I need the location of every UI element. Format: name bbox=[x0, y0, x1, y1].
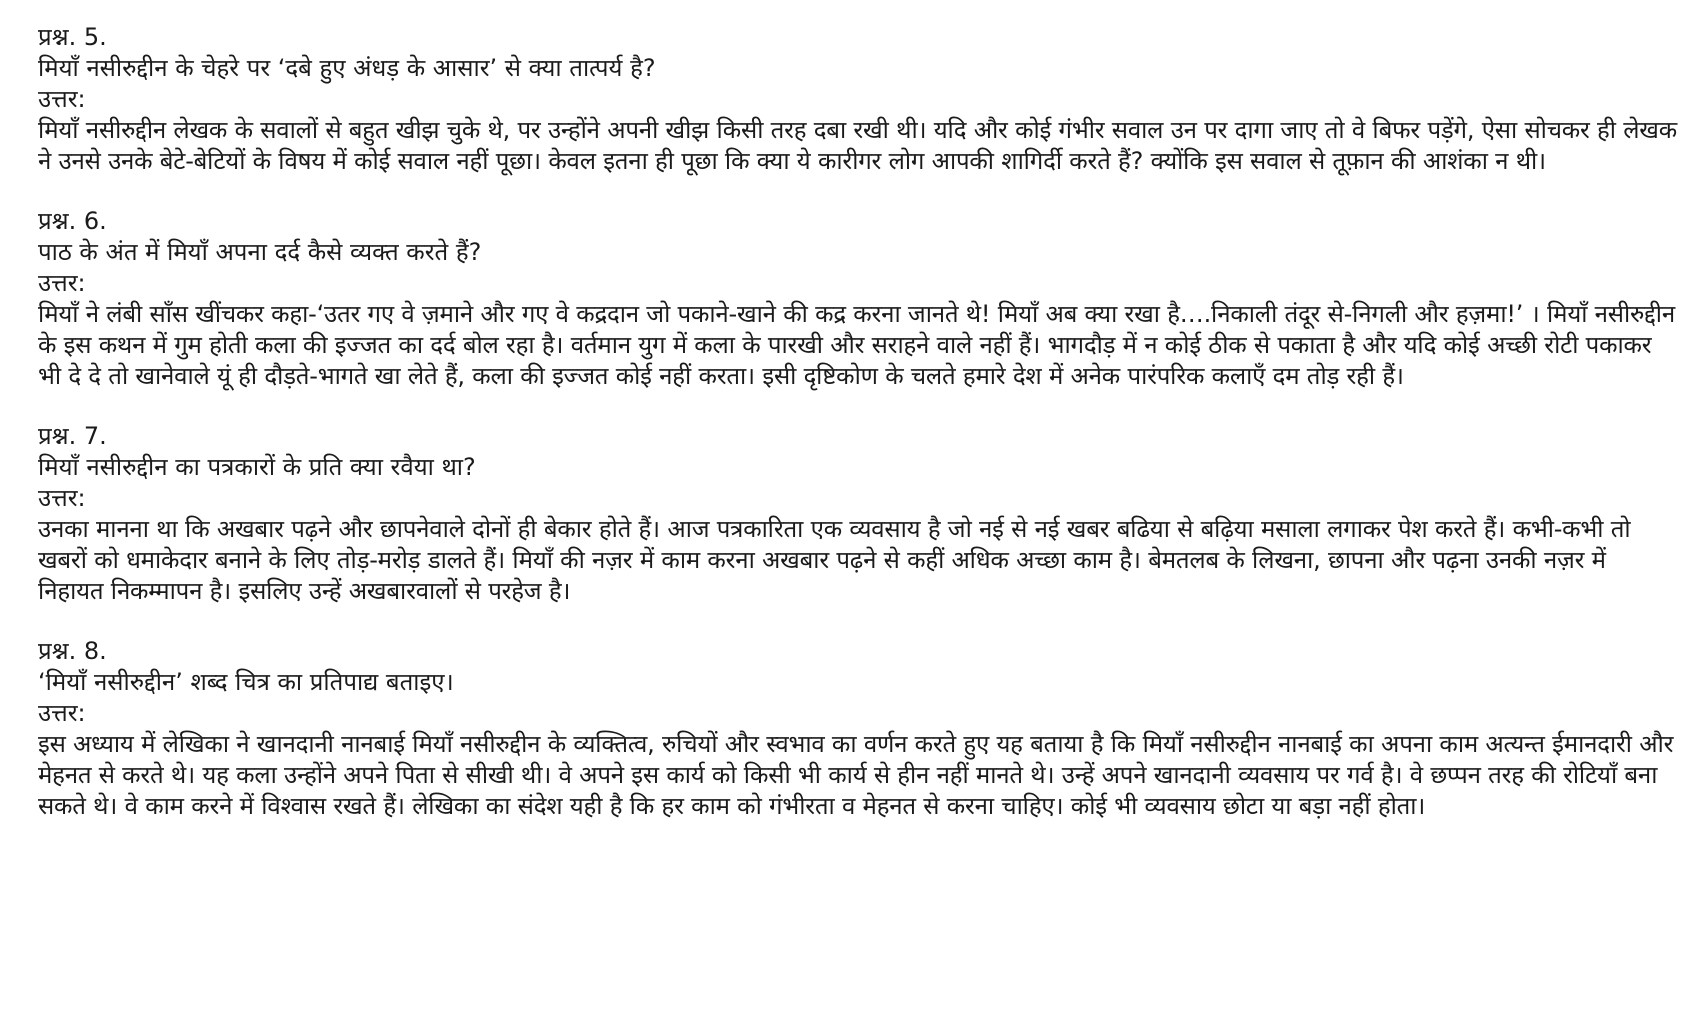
document-page bbox=[38, 22, 1678, 851]
question-block-6 bbox=[38, 206, 1678, 392]
question-number: प्रश्न. 6. bbox=[38, 207, 107, 235]
question-text: मियाँ नसीरुद्दीन के चेहरे पर ‘दबे हुए अंधड़ के आसार’ से क्या तात्पर्य है? bbox=[38, 54, 656, 82]
answer-text: इस अध्याय में लेखिका ने खानदानी नानबाई मियाँ नसीरुद्दीन के व्यक्तित्व, रुचियों और स्वभाव का वर्णन करते हुए यह बताया है कि मियाँ नसीरुद्दीन नानबाई का अपना काम अत्यन्त ईमानदारी और मेहनत से करते थे। यह कला उन्होंने अपने पिता से सीखी थी। वे अपने इस कार्य को किसी भी कार्य से हीन नहीं मानते थे। उन्हें अपने खानदानी व्यवसाय पर गर्व है। वे छप्पन तरह की रोटियाँ बना सकते थे। वे काम करने में विश्वास रखते हैं। लेखिका का संदेश यही है कि हर काम को गंभीरता व मेहनत से करना चाहिए। कोई भी व्यवसाय छोटा या बड़ा नहीं होता। bbox=[38, 730, 1674, 820]
question-number: प्रश्न. 7. bbox=[38, 422, 107, 450]
question-number: प्रश्न. 5. bbox=[38, 23, 107, 51]
question-block-5 bbox=[38, 22, 1678, 177]
answer-label: उत्तर: bbox=[38, 484, 86, 512]
answer-label: उत्तर: bbox=[38, 85, 86, 113]
answer-text: मियाँ ने लंबी साँस खींचकर कहा-‘उतर गए वे ज़माने और गए वे कद्रदान जो पकाने-खाने की कद्र करना जानते थे! मियाँ अब क्या रखा है….निकाली तंदूर से-निगली और हज़मा!’ । मियाँ नसीरुद्दीन के इस कथन में गुम होती कला की इज्जत का दर्द बोल रहा है। वर्तमान युग में कला के पारखी और सराहने वाले नहीं हैं। भागदौड़ में न कोई ठीक से पकाता है और यदि कोई अच्छी रोटी पकाकर भी दे दे तो खानेवाले यूं ही दौड़ते-भागते खा लेते हैं, कला की इज्जत कोई नहीं करता। इसी दृष्टिकोण के चलते हमारे देश में अनेक पारंपरिक कलाएँ दम तोड़ रही हैं। bbox=[38, 300, 1675, 390]
question-text: ‘मियाँ नसीरुद्दीन’ शब्द चित्र का प्रतिपाद्य बताइए। bbox=[38, 668, 454, 696]
question-number: प्रश्न. 8. bbox=[38, 637, 107, 665]
answer-text: मियाँ नसीरुद्दीन लेखक के सवालों से बहुत खीझ चुके थे, पर उन्होंने अपनी खीझ किसी तरह दबा रखी थी। यदि और कोई गंभीर सवाल उन पर दागा जाए तो वे बिफर पड़ेंगे, ऐसा सोचकर ही लेखक ने उनसे उनके बेटे-बेटियों के विषय में कोई सवाल नहीं पूछा। केवल इतना ही पूछा कि क्या ये कारीगर लोग आपकी शागिर्दी करते हैं? क्योंकि इस सवाल से तूफ़ान की आशंका न थी। bbox=[38, 116, 1677, 175]
answer-label: उत्तर: bbox=[38, 699, 86, 727]
answer-text: उनका मानना था कि अखबार पढ़ने और छापनेवाले दोनों ही बेकार होते हैं। आज पत्रकारिता एक व्यवसाय है जो नई से नई खबर बढिया से बढ़िया मसाला लगाकर पेश करते हैं। कभी-कभी तो खबरों को धमाकेदार बनाने के लिए तोड़-मरोड़ डालते हैं। मियाँ की नज़र में काम करना अखबार पढ़ने से कहीं अधिक अच्छा काम है। बेमतलब के लिखना, छापना और पढ़ना उनकी नज़र में निहायत निकम्मापन है। इसलिए उन्हें अखबारवालों से परहेज है। bbox=[38, 515, 1631, 605]
question-block-7 bbox=[38, 421, 1678, 607]
answer-label: उत्तर: bbox=[38, 269, 86, 297]
question-text: मियाँ नसीरुद्दीन का पत्रकारों के प्रति क्या रवैया था? bbox=[38, 453, 476, 481]
question-block-8 bbox=[38, 636, 1678, 822]
question-text: पाठ के अंत में मियाँ अपना दर्द कैसे व्यक्त करते हैं? bbox=[38, 238, 482, 266]
